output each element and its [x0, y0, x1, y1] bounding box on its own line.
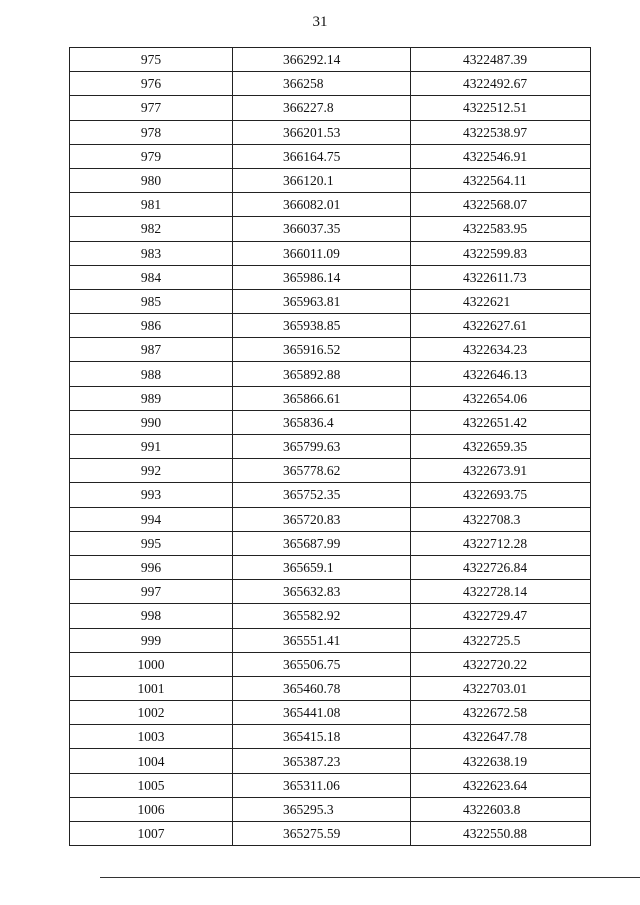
y-coordinate-cell: 4322634.23: [411, 338, 591, 362]
bottom-divider: [100, 877, 640, 878]
table-row: [70, 241, 591, 265]
table-row: [70, 48, 591, 72]
table-row: [70, 386, 591, 410]
table-row: [70, 580, 591, 604]
y-coordinate-cell: 4322646.13: [411, 362, 591, 386]
point-number-cell: 1007: [70, 822, 233, 846]
x-coordinate-cell: 366011.09: [233, 241, 411, 265]
point-number-cell: 991: [70, 435, 233, 459]
table-row: [70, 555, 591, 579]
y-coordinate-cell: 4322492.67: [411, 72, 591, 96]
point-number-cell: 998: [70, 604, 233, 628]
table-row: [70, 168, 591, 192]
table-row: [70, 435, 591, 459]
table-row: [70, 652, 591, 676]
table-row: [70, 193, 591, 217]
point-number-cell: 985: [70, 289, 233, 313]
table-row: [70, 96, 591, 120]
table-row: [70, 749, 591, 773]
table-row: [70, 217, 591, 241]
table-row: [70, 120, 591, 144]
point-number-cell: 988: [70, 362, 233, 386]
y-coordinate-cell: 4322538.97: [411, 120, 591, 144]
table-row: [70, 483, 591, 507]
point-number-cell: 997: [70, 580, 233, 604]
table-row: [70, 144, 591, 168]
y-coordinate-cell: 4322647.78: [411, 725, 591, 749]
y-coordinate-cell: 4322703.01: [411, 676, 591, 700]
table-row: [70, 410, 591, 434]
point-number-cell: 990: [70, 410, 233, 434]
point-number-cell: 993: [70, 483, 233, 507]
point-number-cell: 976: [70, 72, 233, 96]
point-number-cell: 975: [70, 48, 233, 72]
x-coordinate-cell: 365582.92: [233, 604, 411, 628]
point-number-cell: 992: [70, 459, 233, 483]
table-row: [70, 289, 591, 313]
x-coordinate-cell: 365720.83: [233, 507, 411, 531]
coordinates-table: [69, 47, 591, 846]
y-coordinate-cell: 4322654.06: [411, 386, 591, 410]
x-coordinate-cell: 365963.81: [233, 289, 411, 313]
point-number-cell: 1006: [70, 797, 233, 821]
y-coordinate-cell: 4322712.28: [411, 531, 591, 555]
x-coordinate-cell: 365836.4: [233, 410, 411, 434]
x-coordinate-cell: 365275.59: [233, 822, 411, 846]
point-number-cell: 995: [70, 531, 233, 555]
x-coordinate-cell: 366292.14: [233, 48, 411, 72]
point-number-cell: 1000: [70, 652, 233, 676]
x-coordinate-cell: 366164.75: [233, 144, 411, 168]
point-number-cell: 1003: [70, 725, 233, 749]
point-number-cell: 978: [70, 120, 233, 144]
y-coordinate-cell: 4322672.58: [411, 701, 591, 725]
point-number-cell: 1001: [70, 676, 233, 700]
y-coordinate-cell: 4322546.91: [411, 144, 591, 168]
x-coordinate-cell: 365659.1: [233, 555, 411, 579]
y-coordinate-cell: 4322512.51: [411, 96, 591, 120]
x-coordinate-cell: 365916.52: [233, 338, 411, 362]
point-number-cell: 989: [70, 386, 233, 410]
y-coordinate-cell: 4322564.11: [411, 168, 591, 192]
x-coordinate-cell: 365506.75: [233, 652, 411, 676]
point-number-cell: 983: [70, 241, 233, 265]
x-coordinate-cell: 366037.35: [233, 217, 411, 241]
x-coordinate-cell: 365799.63: [233, 435, 411, 459]
point-number-cell: 982: [70, 217, 233, 241]
table-row: [70, 314, 591, 338]
x-coordinate-cell: 365295.3: [233, 797, 411, 821]
x-coordinate-cell: 365866.61: [233, 386, 411, 410]
table-row: [70, 676, 591, 700]
y-coordinate-cell: 4322659.35: [411, 435, 591, 459]
point-number-cell: 980: [70, 168, 233, 192]
y-coordinate-cell: 4322693.75: [411, 483, 591, 507]
table-row: [70, 628, 591, 652]
y-coordinate-cell: 4322623.64: [411, 773, 591, 797]
table-row: [70, 338, 591, 362]
point-number-cell: 984: [70, 265, 233, 289]
y-coordinate-cell: 4322728.14: [411, 580, 591, 604]
y-coordinate-cell: 4322673.91: [411, 459, 591, 483]
y-coordinate-cell: 4322603.8: [411, 797, 591, 821]
x-coordinate-cell: 365938.85: [233, 314, 411, 338]
point-number-cell: 1002: [70, 701, 233, 725]
y-coordinate-cell: 4322627.61: [411, 314, 591, 338]
y-coordinate-cell: 4322726.84: [411, 555, 591, 579]
y-coordinate-cell: 4322720.22: [411, 652, 591, 676]
table-row: [70, 701, 591, 725]
point-number-cell: 996: [70, 555, 233, 579]
point-number-cell: 981: [70, 193, 233, 217]
table-row: [70, 797, 591, 821]
table-row: [70, 265, 591, 289]
x-coordinate-cell: 365311.06: [233, 773, 411, 797]
x-coordinate-cell: 365892.88: [233, 362, 411, 386]
point-number-cell: 1004: [70, 749, 233, 773]
table-row: [70, 531, 591, 555]
x-coordinate-cell: 365752.35: [233, 483, 411, 507]
y-coordinate-cell: 4322568.07: [411, 193, 591, 217]
x-coordinate-cell: 365778.62: [233, 459, 411, 483]
table-row: [70, 725, 591, 749]
y-coordinate-cell: 4322651.42: [411, 410, 591, 434]
table-body: [70, 48, 591, 846]
table-row: [70, 604, 591, 628]
point-number-cell: 977: [70, 96, 233, 120]
y-coordinate-cell: 4322708.3: [411, 507, 591, 531]
y-coordinate-cell: 4322550.88: [411, 822, 591, 846]
table-row: [70, 773, 591, 797]
x-coordinate-cell: 366227.8: [233, 96, 411, 120]
table-row: [70, 822, 591, 846]
table-row: [70, 507, 591, 531]
x-coordinate-cell: 365632.83: [233, 580, 411, 604]
x-coordinate-cell: 365551.41: [233, 628, 411, 652]
x-coordinate-cell: 366120.1: [233, 168, 411, 192]
page-number: 31: [312, 14, 328, 30]
point-number-cell: 979: [70, 144, 233, 168]
x-coordinate-cell: 365460.78: [233, 676, 411, 700]
y-coordinate-cell: 4322621: [411, 289, 591, 313]
point-number-cell: 986: [70, 314, 233, 338]
x-coordinate-cell: 366201.53: [233, 120, 411, 144]
x-coordinate-cell: 366082.01: [233, 193, 411, 217]
x-coordinate-cell: 365687.99: [233, 531, 411, 555]
x-coordinate-cell: 365441.08: [233, 701, 411, 725]
y-coordinate-cell: 4322611.73: [411, 265, 591, 289]
x-coordinate-cell: 366258: [233, 72, 411, 96]
table-row: [70, 72, 591, 96]
y-coordinate-cell: 4322725.5: [411, 628, 591, 652]
point-number-cell: 1005: [70, 773, 233, 797]
point-number-cell: 999: [70, 628, 233, 652]
y-coordinate-cell: 4322487.39: [411, 48, 591, 72]
table-row: [70, 459, 591, 483]
table-row: [70, 362, 591, 386]
y-coordinate-cell: 4322729.47: [411, 604, 591, 628]
point-number-cell: 987: [70, 338, 233, 362]
x-coordinate-cell: 365387.23: [233, 749, 411, 773]
x-coordinate-cell: 365986.14: [233, 265, 411, 289]
y-coordinate-cell: 4322599.83: [411, 241, 591, 265]
point-number-cell: 994: [70, 507, 233, 531]
y-coordinate-cell: 4322583.95: [411, 217, 591, 241]
x-coordinate-cell: 365415.18: [233, 725, 411, 749]
y-coordinate-cell: 4322638.19: [411, 749, 591, 773]
